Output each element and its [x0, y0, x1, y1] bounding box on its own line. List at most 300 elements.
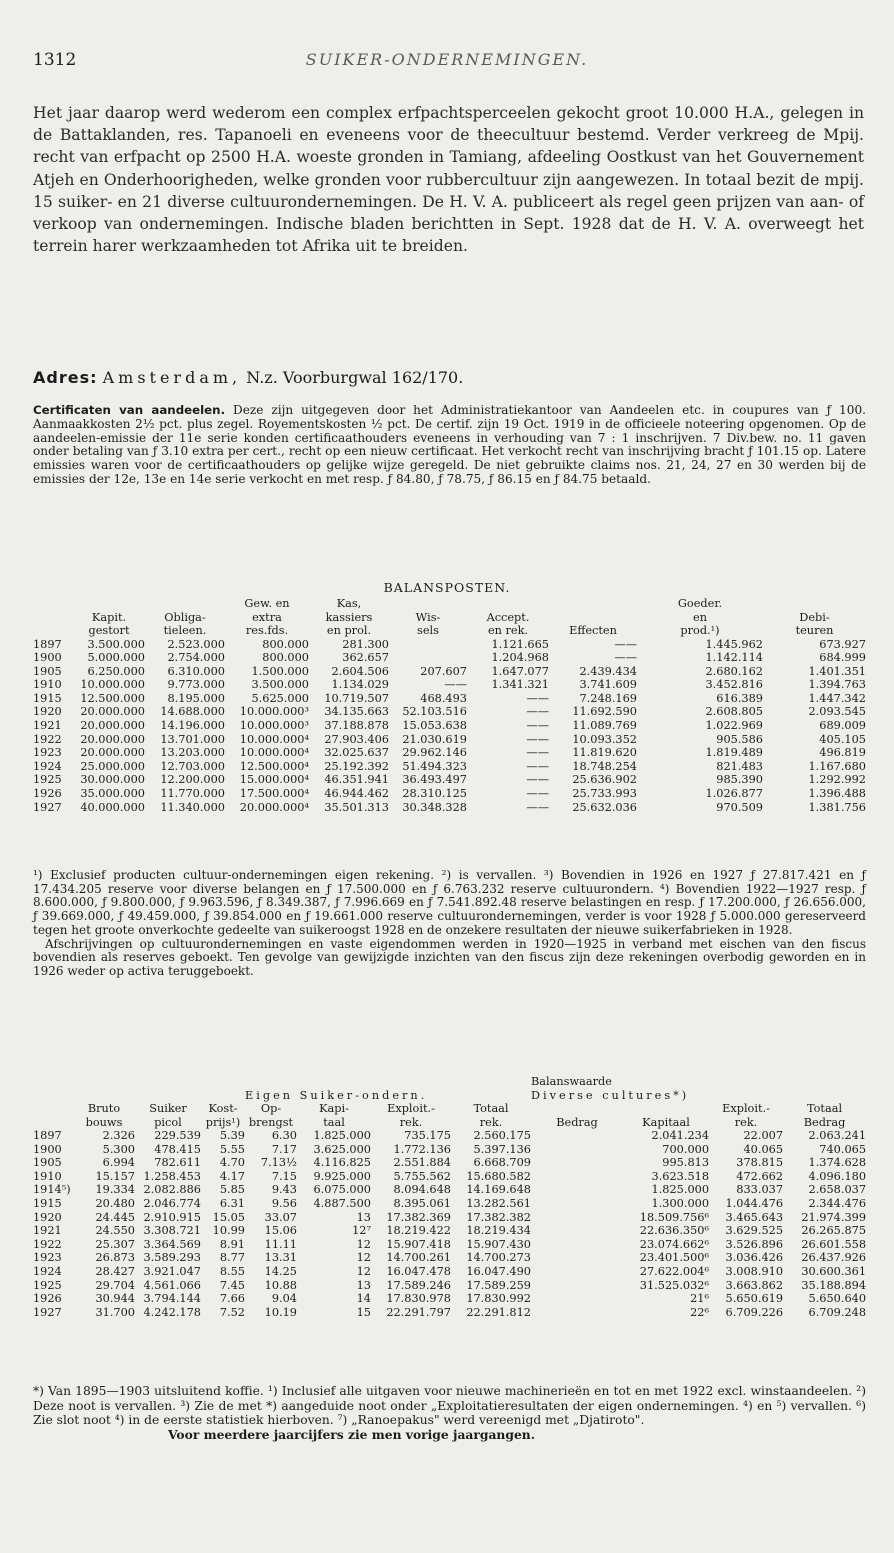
column-header: Debi-: [799, 610, 830, 624]
value-cell: 1.447.342: [808, 691, 866, 705]
value-cell: 31.700: [95, 1305, 135, 1319]
column-header: [709, 1075, 783, 1089]
value-cell: 7.52: [219, 1305, 245, 1319]
value-cell: 1.167.680: [808, 759, 866, 773]
value-cell: 25.307: [95, 1237, 135, 1251]
value-cell: 20.000.000: [80, 705, 145, 719]
value-cell: 5.650.619: [725, 1292, 784, 1306]
value-cell: 740.065: [819, 1142, 867, 1156]
value-cell: 4.70: [219, 1156, 245, 1170]
page-number: 1312: [33, 50, 77, 70]
column-header: prod.¹): [680, 624, 720, 637]
value-cell: 1.381.756: [808, 800, 866, 814]
table-row: [33, 787, 866, 801]
value-cell: 11.692.590: [572, 705, 637, 719]
balance-notes: [33, 869, 866, 979]
value-cell: 3.364.569: [143, 1237, 201, 1251]
value-cell: 15.05: [212, 1210, 245, 1224]
year-cell: 1897: [33, 637, 62, 651]
value-cell: 10.000.000: [80, 678, 145, 692]
value-cell: ——: [614, 651, 637, 665]
value-cell: 20.000.000⁴: [239, 800, 309, 814]
value-cell: 18.219.422: [386, 1224, 451, 1238]
value-cell: 1.772.136: [393, 1142, 451, 1156]
value-cell: 20.000.000: [80, 719, 145, 733]
value-cell: 29.704: [95, 1278, 135, 1292]
year-cell: 1926: [33, 1292, 62, 1306]
value-cell: 1.026.877: [705, 787, 763, 801]
balance-note-2: Afschrijvingen op cultuurondernemingen en vaste eigendommen werden in 1920—1925 in verband met eischen van den fiscus bovendien als reserves geboekt. Ten gevolge van gewijzigde inzichten van den fiscus zijn deze rekeningen overbodig geworden en in 1926 weder op activa teruggeboekt.: [33, 936, 866, 978]
column-header: picol: [154, 1115, 182, 1129]
value-cell: 29.962.146: [402, 746, 467, 760]
value-cell: 7.17: [271, 1142, 297, 1156]
value-cell: 9.04: [271, 1292, 297, 1306]
empty-cell: [531, 1170, 623, 1184]
table-row: [33, 1238, 866, 1252]
value-cell: 6.30: [271, 1129, 297, 1142]
value-cell: 3.500.000: [87, 637, 145, 651]
year-cell: 1924: [33, 759, 62, 773]
value-cell: 22⁶: [690, 1305, 710, 1319]
value-cell: 10.093.352: [572, 732, 637, 746]
value-cell: 700.000: [662, 1142, 710, 1156]
value-cell: 30.000.000: [80, 773, 145, 787]
column-header: [549, 611, 637, 625]
value-cell: 6.31: [219, 1196, 245, 1210]
year-cell: 1910: [33, 678, 62, 692]
value-cell: 684.999: [819, 651, 866, 665]
value-cell: 12: [356, 1237, 371, 1251]
value-cell: 472.662: [736, 1169, 784, 1183]
value-cell: 735.175: [404, 1129, 451, 1142]
column-header: [201, 1089, 245, 1103]
table-row: [33, 638, 866, 652]
value-cell: 229.539: [154, 1129, 201, 1142]
value-cell: 2.680.162: [705, 664, 763, 678]
value-cell: 17.382.369: [386, 1210, 451, 1224]
balance-table: [33, 597, 866, 814]
value-cell: 28.427: [95, 1264, 135, 1278]
column-header: Op-: [260, 1102, 282, 1115]
value-cell: 281.300: [342, 637, 389, 651]
column-header: [623, 1102, 709, 1116]
column-header: Totaal: [806, 1102, 843, 1115]
value-cell: 15.680.582: [466, 1169, 531, 1183]
value-cell: 9.56: [271, 1196, 297, 1210]
value-cell: 207.607: [420, 664, 467, 678]
year-cell: 1920: [33, 1210, 62, 1224]
value-cell: 2.063.241: [808, 1129, 867, 1142]
value-cell: 28.310.125: [402, 787, 467, 801]
address-label: Adres:: [33, 368, 98, 387]
value-cell: 5.000.000: [87, 651, 145, 665]
column-header: [73, 1075, 135, 1089]
value-cell: 25.632.036: [572, 800, 637, 814]
column-header: [33, 1089, 73, 1103]
value-cell: 26.601.558: [801, 1237, 867, 1251]
column-header: [389, 597, 467, 611]
value-cell: 8.395.061: [393, 1196, 451, 1210]
value-cell: 821.483: [716, 759, 763, 773]
empty-cell: [531, 1183, 623, 1197]
empty-cell: [531, 1306, 623, 1320]
year-cell: 1905: [33, 1156, 62, 1170]
empty-cell: [531, 1238, 623, 1252]
column-header: Totaal: [473, 1102, 509, 1115]
value-cell: 18.748.254: [572, 759, 637, 773]
value-cell: 51.494.323: [402, 759, 467, 773]
column-header: [297, 1075, 371, 1089]
value-cell: ——: [526, 705, 549, 719]
value-cell: 14.196.000: [160, 719, 225, 733]
value-cell: 10.000.000³: [239, 719, 309, 733]
exploitation-table: [33, 1075, 866, 1319]
table-row: [33, 746, 866, 760]
value-cell: 25.000.000: [80, 759, 145, 773]
value-cell: 4.17: [219, 1169, 245, 1183]
value-cell: 6.075.000: [313, 1183, 371, 1197]
intro-paragraph: [33, 102, 864, 257]
value-cell: 1.300.000: [651, 1196, 710, 1210]
table-row: [33, 1183, 866, 1197]
value-cell: 378.815: [736, 1156, 784, 1170]
value-cell: 9.773.000: [167, 678, 225, 692]
value-cell: 14.169.648: [466, 1183, 531, 1197]
value-cell: 35.000.000: [80, 787, 145, 801]
value-cell: 2.754.000: [167, 651, 225, 665]
value-cell: 27.622.004⁶: [639, 1264, 710, 1278]
value-cell: 37.188.878: [324, 719, 389, 733]
value-cell: 10.000.000³: [239, 705, 309, 719]
column-header: [135, 1075, 201, 1089]
value-cell: 10.19: [264, 1305, 297, 1319]
value-cell: 13.31: [264, 1251, 297, 1265]
value-cell: 3.452.816: [705, 678, 763, 692]
value-cell: 3.008.910: [725, 1264, 784, 1278]
table-row: [33, 1279, 866, 1293]
value-cell: 21⁶: [690, 1292, 710, 1306]
value-cell: 1.647.077: [491, 664, 549, 678]
column-header: Kapitaal: [642, 1115, 690, 1129]
column-header: en prol.: [326, 624, 372, 637]
year-cell: 1921: [33, 1224, 62, 1238]
value-cell: 25.733.993: [572, 787, 637, 801]
value-cell: 3.794.144: [143, 1292, 201, 1306]
year-cell: 1910: [33, 1169, 62, 1183]
value-cell: 30.600.361: [801, 1264, 867, 1278]
value-cell: 1.374.628: [808, 1156, 867, 1170]
column-header: Bedrag: [803, 1115, 846, 1129]
table-row: [33, 665, 866, 679]
value-cell: 616.389: [716, 691, 763, 705]
value-cell: 3.308.721: [143, 1224, 201, 1238]
column-header: [33, 611, 73, 625]
certificates-text: Deze zijn uitgegeven door het Administratiekantoor van Aandeelen etc. in coupures van ƒ 100. Aanmaakkosten 2½ pct. plus zegel. Royementskosten ½ pct. De certif. zijn 19 Oct. 1919 in de officieele noteering opgenomen. Op de aandeelen-emissie der 11e serie konden certificaathouders eveneens in verhouding van 7 : 1 inschrijven. 7 Div.bew. no. 11 gaven onder betaling van ƒ 3.10 extra per cert., recht op een nieuw certificaat. Het verkocht recht van inschrijving bracht ƒ 101.15 op. Latere emissies waren voor de certificaathouders op gelijke wijze geregeld. De niet gebruikte claims nos. 21, 24, 27 en 30 werden bij de emissies der 12e, 13e en 14e serie verkocht en met resp. ƒ 84.80, ƒ 78.75, ƒ 86.15 en ƒ 84.75 betaald.: [33, 403, 866, 486]
value-cell: 2.608.805: [705, 705, 763, 719]
header-row: [33, 611, 866, 625]
value-cell: 13.203.000: [160, 746, 225, 760]
column-header: Wis-: [415, 610, 441, 624]
column-header: [549, 597, 637, 611]
value-cell: 4.096.180: [808, 1169, 867, 1183]
year-cell: 1897: [33, 1129, 62, 1142]
value-cell: 14.688.000: [160, 705, 225, 719]
column-header: Suiker: [149, 1102, 187, 1115]
table-row: [33, 760, 866, 774]
value-cell: 905.586: [716, 732, 763, 746]
value-cell: 3.036.426: [725, 1251, 784, 1265]
value-cell: 40.000.000: [80, 800, 145, 814]
value-cell: 6.310.000: [167, 664, 225, 678]
column-header: [73, 597, 145, 611]
value-cell: 15.053.638: [402, 719, 467, 733]
column-header: [73, 1089, 135, 1103]
column-header: extra: [252, 610, 282, 624]
value-cell: 20.480: [95, 1196, 135, 1210]
value-cell: 2.041.234: [651, 1129, 710, 1142]
value-cell: 21.974.399: [801, 1210, 867, 1224]
value-cell: 1.445.962: [705, 637, 763, 651]
page-header: [33, 50, 861, 72]
value-cell: 18.509.756⁶: [639, 1210, 710, 1224]
value-cell: 17.500.000⁴: [239, 787, 309, 801]
value-cell: 1.204.968: [491, 651, 549, 665]
column-header: Bedrag: [556, 1115, 598, 1129]
value-cell: ——: [526, 759, 549, 773]
value-cell: 12: [356, 1264, 371, 1278]
value-cell: 18.219.434: [466, 1224, 531, 1238]
column-header: tieleen.: [163, 624, 207, 637]
empty-cell: [531, 1129, 623, 1143]
value-cell: ——: [526, 746, 549, 760]
column-header: [33, 1102, 73, 1116]
column-header: Accept.: [486, 610, 530, 624]
value-cell: [389, 638, 467, 652]
value-cell: 800.000: [262, 651, 309, 665]
column-header: Balanswaarde: [531, 1075, 612, 1088]
year-cell: 1925: [33, 773, 62, 787]
year-cell: 1920: [33, 705, 62, 719]
value-cell: 46.351.941: [324, 773, 389, 787]
column-header: [451, 1075, 531, 1089]
value-cell: 22.291.797: [386, 1305, 451, 1319]
value-cell: 833.037: [736, 1183, 784, 1197]
column-header: en rek.: [487, 624, 529, 637]
year-cell: 1924: [33, 1264, 62, 1278]
empty-cell: [531, 1156, 623, 1170]
value-cell: 17.589.259: [466, 1278, 531, 1292]
value-cell: 14.700.273: [466, 1251, 531, 1265]
value-cell: 3.500.000: [251, 678, 309, 692]
value-cell: 15.157: [95, 1169, 135, 1183]
empty-cell: [531, 1292, 623, 1306]
empty-cell: [531, 1143, 623, 1157]
value-cell: 31.525.032⁶: [639, 1278, 710, 1292]
value-cell: 26.437.926: [801, 1251, 867, 1265]
column-header: sels: [417, 624, 439, 637]
value-cell: 7.13½: [260, 1156, 297, 1170]
column-header: kassiers: [325, 610, 373, 624]
column-header: Effecten: [569, 624, 617, 637]
value-cell: 5.55: [219, 1142, 245, 1156]
column-header: Kapit.: [91, 610, 127, 624]
value-cell: 1.341.321: [491, 678, 549, 692]
value-cell: 10.88: [264, 1278, 297, 1292]
value-cell: 34.135.663: [324, 705, 389, 719]
value-cell: 15.907.430: [466, 1237, 531, 1251]
value-cell: 26.265.875: [801, 1224, 867, 1238]
value-cell: 30.348.328: [402, 800, 467, 814]
table-row: [33, 719, 866, 733]
value-cell: 6.994: [102, 1156, 135, 1170]
empty-cell: [531, 1265, 623, 1279]
empty-cell: [531, 1211, 623, 1225]
value-cell: 478.415: [154, 1142, 201, 1156]
value-cell: ——: [526, 800, 549, 814]
value-cell: 36.493.497: [402, 773, 467, 787]
value-cell: 3.921.047: [143, 1264, 201, 1278]
value-cell: 11.089.769: [572, 719, 637, 733]
value-cell: 15.907.418: [386, 1237, 451, 1251]
column-header: rek.: [734, 1115, 758, 1129]
value-cell: 13.701.000: [160, 732, 225, 746]
value-cell: 7.66: [219, 1292, 245, 1306]
value-cell: 3.663.862: [725, 1278, 784, 1292]
column-header: taal: [323, 1115, 345, 1129]
value-cell: 33.07: [264, 1210, 297, 1224]
table-row: [33, 1143, 866, 1157]
column-header: [33, 597, 73, 611]
value-cell: 1.401.351: [808, 664, 866, 678]
value-cell: 24.550: [95, 1224, 135, 1238]
value-cell: 6.709.248: [808, 1305, 867, 1319]
value-cell: 2.344.476: [808, 1196, 867, 1210]
year-cell: 1927: [33, 1305, 62, 1319]
value-cell: 40.065: [743, 1142, 784, 1156]
value-cell: 2.658.037: [808, 1183, 867, 1197]
value-cell: 12: [356, 1251, 371, 1265]
value-cell: 3.741.609: [579, 678, 637, 692]
column-header: gestort: [88, 624, 130, 637]
column-header: [531, 1102, 623, 1116]
column-header: teuren: [795, 624, 834, 637]
value-cell: 10.99: [212, 1224, 245, 1238]
value-cell: 800.000: [262, 637, 309, 651]
value-cell: 6.668.709: [473, 1156, 531, 1170]
value-cell: 14: [356, 1292, 371, 1306]
column-header: prijs¹): [205, 1115, 241, 1129]
column-header: [763, 597, 866, 611]
value-cell: 10.000.000⁴: [239, 732, 309, 746]
value-cell: 2.560.175: [473, 1129, 531, 1142]
value-cell: 8.195.000: [167, 691, 225, 705]
header-row: [33, 1116, 866, 1130]
value-cell: 6.709.226: [725, 1305, 784, 1319]
value-cell: 20.000.000: [80, 746, 145, 760]
value-cell: 46.944.462: [324, 787, 389, 801]
value-cell: 1.258.453: [143, 1169, 201, 1183]
value-cell: 2.604.506: [331, 664, 389, 678]
column-header: rek.: [399, 1115, 423, 1129]
value-cell: 22.007: [743, 1129, 784, 1142]
value-cell: 8.91: [219, 1237, 245, 1251]
empty-cell: [531, 1197, 623, 1211]
value-cell: 5.397.136: [473, 1142, 531, 1156]
year-cell: 1926: [33, 787, 62, 801]
year-cell: 1922: [33, 1237, 62, 1251]
value-cell: 24.445: [95, 1210, 135, 1224]
year-cell: 1922: [33, 732, 62, 746]
value-cell: 14.25: [264, 1264, 297, 1278]
column-header: res.fds.: [245, 624, 289, 637]
address-street: N.z. Voorburgwal 162/170.: [246, 368, 464, 387]
value-cell: 782.611: [154, 1156, 201, 1170]
empty-cell: [531, 1279, 623, 1293]
value-cell: 468.493: [420, 691, 467, 705]
exploitation-note-text: *) Van 1895—1903 uitsluitend koffie. ¹) Inclusief alle uitgaven voor nieuwe machinerieën en tot en met 1922 excl. winstaandeelen. ²) Deze noot is vervallen. ³) Zie de met *) aangeduide noot onder „Exploitatieresultaten der eigen ondernemingen. ⁴) en ⁵) vervallen. ⁶) Zie slot noot ⁴) in de eerste statistiek hierboven. ⁷) „Ranoepakus" werd vereenigd met „Djatiroto".: [33, 1384, 866, 1428]
value-cell: 15: [356, 1305, 371, 1319]
value-cell: 17.382.382: [466, 1210, 531, 1224]
value-cell: 8.094.648: [393, 1183, 451, 1197]
value-cell: 4.242.178: [143, 1305, 201, 1319]
value-cell: 12.500.000⁴: [239, 759, 309, 773]
table-row: [33, 773, 866, 787]
value-cell: 16.047.478: [386, 1264, 451, 1278]
column-header: Exploit.-: [722, 1102, 770, 1115]
value-cell: 5.650.640: [808, 1292, 867, 1306]
value-cell: 9.925.000: [313, 1169, 371, 1183]
value-cell: 2.523.000: [167, 637, 225, 651]
value-cell: 3.629.525: [725, 1224, 784, 1238]
value-cell: 13: [356, 1210, 371, 1224]
value-cell: 19.334: [95, 1183, 135, 1197]
address-line: [33, 368, 463, 387]
table-row: [33, 651, 866, 665]
value-cell: ——: [444, 678, 467, 692]
column-header: Kapi-: [319, 1102, 349, 1115]
value-cell: 3.623.518: [651, 1169, 710, 1183]
certificates-heading: Certificaten van aandeelen.: [33, 403, 226, 417]
value-cell: 6.250.000: [87, 664, 145, 678]
value-cell: 25.636.902: [572, 773, 637, 787]
column-header: [145, 597, 225, 611]
intro-text: Het jaar daarop werd wederom een complex erfpachtsperceelen gekocht groot 10.000 H.A., gelegen in de Battaklanden, res. Tapanoeli en eveneens voor de theecultuur bestemd. Verder verkreeg de Mpij. recht van erfpacht op 2500 H.A. woeste gronden in Tamiang, afdeeling Oostkust van het Gouvernement Atjeh en Onderhoorigheden, welke gronden voor rubbercultuur zijn aangewezen. In totaal bezit de mpij. 15 suiker- en 21 diverse cultuurondernemingen. De H. V. A. publiceert als regel geen prijzen van aan- of verkoop van ondernemingen. Indische bladen berichtten in Sept. 1928 dat de H. V. A. overweegt het terrein harer werkzaamheden tot Afrika uit te breiden.: [33, 104, 864, 256]
value-cell: 11.819.620: [572, 746, 637, 760]
value-cell: 3.625.000: [313, 1142, 371, 1156]
year-cell: 1905: [33, 664, 62, 678]
column-header: Exploit.-: [387, 1102, 435, 1115]
value-cell: 2.046.774: [143, 1196, 201, 1210]
value-cell: 985.390: [716, 773, 763, 787]
column-header: Diverse cultures*): [531, 1088, 690, 1102]
value-cell: ——: [614, 637, 637, 651]
value-cell: 13.282.561: [466, 1196, 531, 1210]
value-cell: 4.116.825: [313, 1156, 371, 1170]
table-row: [33, 1170, 866, 1184]
exploitation-note-last: Voor meerdere jaarcijfers zie men vorige jaargangen.: [168, 1426, 536, 1442]
column-header: Goeder.: [677, 597, 723, 610]
value-cell: 12.200.000: [160, 773, 225, 787]
value-cell: 362.657: [342, 651, 389, 665]
table-row: [33, 1129, 866, 1143]
value-cell: 8.55: [219, 1264, 245, 1278]
table-row: [33, 1211, 866, 1225]
value-cell: 689.009: [819, 719, 866, 733]
running-title: SUIKER-ONDERNEMINGEN.: [305, 50, 589, 69]
column-header: en: [693, 610, 707, 624]
table-row: [33, 1306, 866, 1320]
value-cell: 2.093.545: [808, 705, 866, 719]
